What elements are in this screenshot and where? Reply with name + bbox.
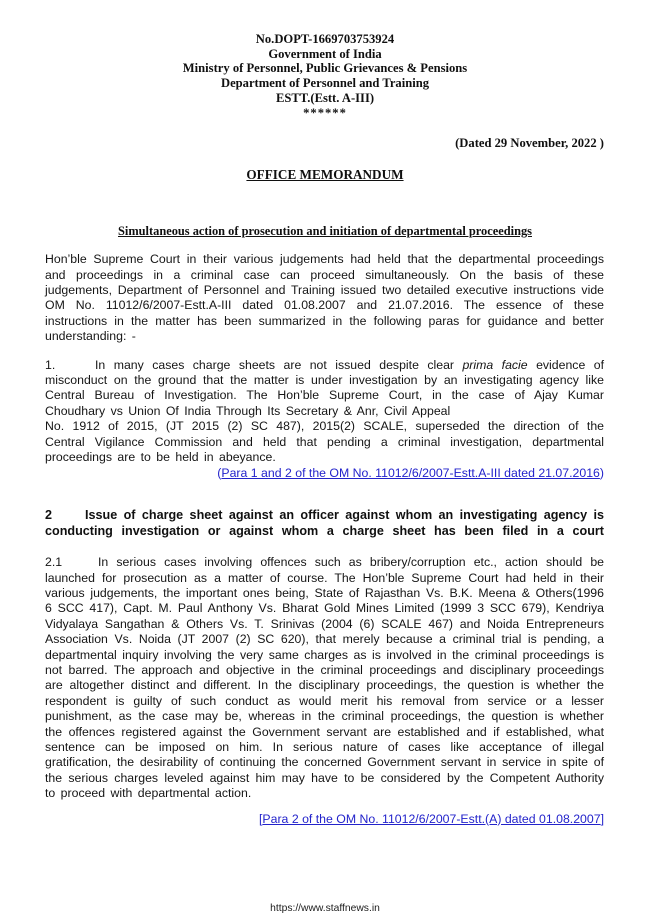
section-2-number: 2: [45, 507, 53, 522]
paragraph-2-1-number: 2.1: [45, 555, 63, 570]
om-link-2007[interactable]: Para 2 of the OM No. 11012/6/2007-Estt.(A) dated 01.08.2007: [262, 811, 601, 826]
org-line-department: Department of Personnel and Training: [220, 76, 430, 91]
paragraph-1-text-b: evidence of misconduct on the ground that the matter is under investigation by an investigating agency like Central Bureau of Investigation. The Hon’ble Supreme Court, in the case of Ajay Kumar Choudhary vs Union Of India Through Its Secretary & Anr, Civil Appeal: [45, 357, 604, 418]
close-paren: ): [599, 465, 604, 480]
om-link-2016[interactable]: Para 1 and 2 of the OM No. 11012/6/2007-Estt.A-III dated 21.07.2016: [221, 465, 600, 480]
om-reference-line-2007: [45, 812, 604, 827]
paragraph-1: [45, 358, 604, 466]
intro-paragraph: Hon’ble Supreme Court in their various judgements had held that the departmental proceedings and proceedings in a criminal case can proceed simultaneously. On the basis of these judgements, Department of Personnel and Training issued two detailed executive instructions vide OM No. 11012/6/2007-Estt.A-III dated 01.08.2007 and 21.07.2016. The essence of these instructions in the matter has been summarized in the following paras for guidance and better understanding: -: [45, 252, 604, 344]
om-reference-line-2016: [45, 466, 604, 481]
section-2-heading: [45, 508, 604, 539]
reference-number: No.DOPT-1669703753924: [255, 32, 395, 46]
paragraph-1-text-c: No. 1912 of 2015, (JT 2015 (2) SC 487), 2015(2) SCALE, superseded the direction of the Central Vigilance Commission and held that pending a criminal investigation, departmental proceedings are to be held in abeyance.: [45, 419, 604, 465]
letterhead: [0, 0, 650, 120]
org-line-section: ESTT.(Estt. A-III): [275, 90, 375, 105]
date-line: (Dated 29 November, 2022 ): [455, 136, 604, 151]
org-line-ministry: Ministry of Personnel, Public Grievances & Pensions: [182, 61, 468, 76]
org-line-government: Government of India: [268, 46, 382, 61]
section-2-heading-text: Issue of charge sheet against an officer against whom an investigating agency is conducting investigation or against whom a charge sheet has been filed in a court: [45, 507, 604, 538]
paragraph-1-number: 1.: [45, 357, 56, 372]
divider-asterisks: ******: [303, 105, 347, 120]
document-body: [45, 252, 604, 827]
paragraph-2-1-text: In serious cases involving offences such as bribery/corruption etc., action should be launched for prosecution as a matter of course. The Hon’ble Supreme Court had held in their various judgements, the important ones being, State of Rajasthan Vs. B.K. Meena & Others(1996 6 SCC 417), Capt. M. Paul Anthony Vs. Bharat Gold Mines Limited (1999 3 SCC 679), Kendriya Vidyalaya Sangathan & Others Vs. T. Srinivas (2004 (6) SCALE 467) and Noida Entrepreneurs Association Vs. Noida (JT 2007 (2) SC 620), that merely because a criminal trial is pending, a departmental inquiry involving the very same charges as is involved in the criminal proceedings is not barred. The approach and objective in the criminal proceedings and disciplinary proceedings are altogether distinct and different. In the disciplinary proceedings, the question is whether the respondent is guilty of such conduct as would merit his removal from service or a lesser punishment, as the case may be, whereas in the criminal proceedings, the question is whether the offences registered against the Government servant are established and if established, what sentence can be imposed on him. In serious nature of cases like acceptance of illegal gratification, the desirability of continuing the concerned Government servant in service in spite of the serious charges leveled against him may have to be considered by the Competent Authority to proceed with departmental action.: [45, 555, 604, 801]
paragraph-2-1: [45, 555, 604, 802]
memo-heading: OFFICE MEMORANDUM: [246, 167, 404, 183]
latin-phrase-italic: prima facie: [462, 357, 528, 372]
paragraph-1-text-a: In many cases charge sheets are not issued despite clear: [95, 357, 463, 372]
open-bracket: [: [259, 811, 263, 826]
subject-title: Simultaneous action of prosecution and initiation of departmental proceedings: [118, 224, 532, 239]
source-website-url: https://www.staffnews.in: [270, 903, 380, 914]
open-paren: (: [217, 465, 222, 480]
close-bracket: ]: [600, 811, 604, 826]
